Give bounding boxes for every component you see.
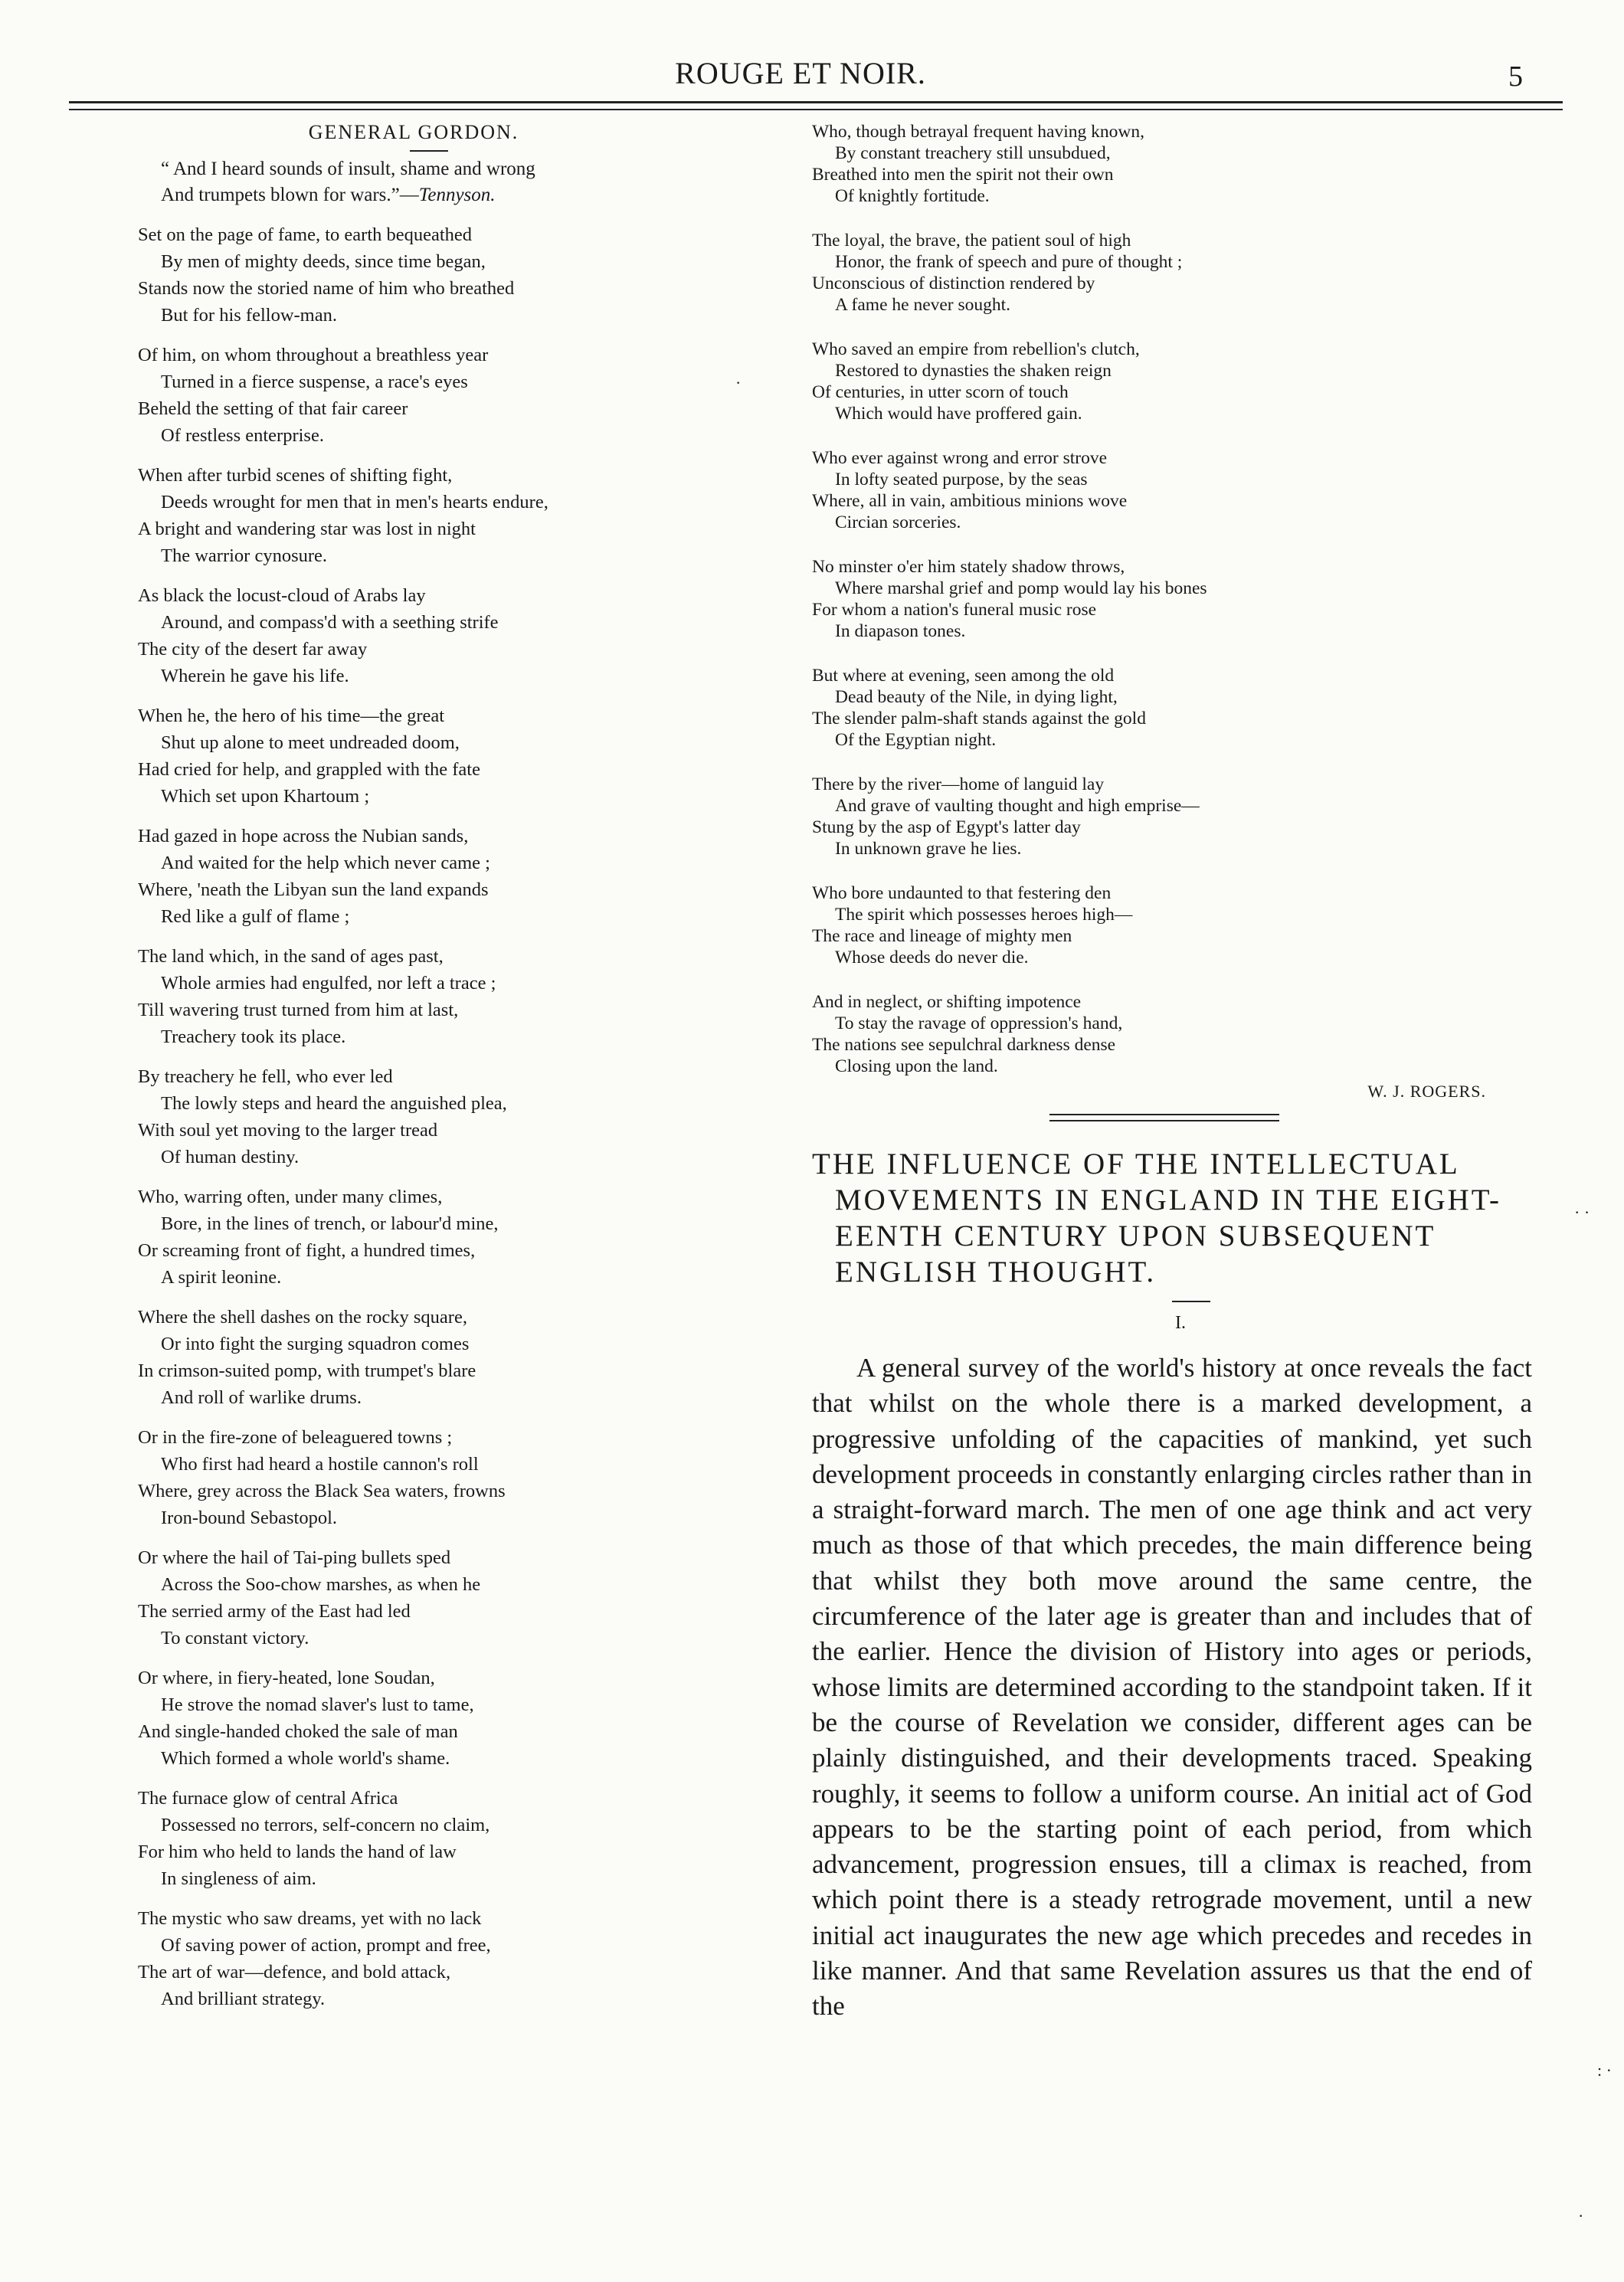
verse-line: Who first had heard a hostile cannon's roll: [161, 1454, 479, 1475]
left-column: [138, 121, 720, 2012]
verse-line: Bore, in the lines of trench, or labour'd mine,: [161, 1213, 499, 1234]
verse-line: Or where the hail of Tai-ping bullets sped: [138, 1547, 451, 1568]
verse-line: Deeds wrought for men that in men's hearts endure,: [161, 492, 548, 512]
header-rule-top: [69, 101, 1563, 103]
essay-title-line: EENTH CENTURY UPON SUBSEQUENT: [835, 1220, 1436, 1252]
verse-line: Iron-bound Sebastopol.: [161, 1508, 337, 1528]
verse-line: The furnace glow of central Africa: [138, 1788, 398, 1809]
verse-line: Stung by the asp of Egypt's latter day: [812, 817, 1081, 837]
verse-line: The race and lineage of mighty men: [812, 926, 1072, 946]
verse-line: Wherein he gave his life.: [161, 666, 349, 686]
stanza: [812, 991, 1532, 1077]
verse-line: And waited for the help which never came ;: [161, 853, 490, 873]
stanza: [812, 230, 1532, 316]
verse-line: The spirit which possesses heroes high—: [835, 905, 1133, 925]
page-header: [69, 55, 1532, 101]
verse-line: Or where, in fiery-heated, lone Soudan,: [138, 1668, 435, 1688]
verse-line: Red like a gulf of flame ;: [161, 906, 350, 927]
verse-line: Shut up alone to meet undreaded doom,: [161, 732, 460, 753]
part-rule: [1172, 1301, 1210, 1302]
stanza: [812, 774, 1532, 859]
verse-line: Where marshal grief and pomp would lay his bones: [835, 578, 1207, 598]
stanza: [138, 702, 720, 810]
verse-line: Of centuries, in utter scorn of touch: [812, 382, 1069, 402]
verse-line: In diapason tones.: [835, 621, 966, 641]
verse-line: The serried army of the East had led: [138, 1601, 411, 1622]
verse-line: Where, 'neath the Libyan sun the land expands: [138, 879, 489, 900]
verse-line: Who saved an empire from rebellion's clutch,: [812, 339, 1140, 359]
verse-line: Who ever against wrong and error strove: [812, 448, 1107, 468]
verse-line: Of restless enterprise.: [161, 425, 324, 446]
right-stanzas: [812, 121, 1532, 1077]
verse-line: By men of mighty deeds, since time began,: [161, 251, 486, 272]
stanza: [138, 1063, 720, 1170]
essay-title: [812, 1146, 1532, 1290]
verse-line: Who, though betrayal frequent having known,: [812, 122, 1144, 142]
verse-line: Or in the fire-zone of beleaguered towns ;: [138, 1427, 453, 1448]
stanza: [138, 1905, 720, 2012]
verse-line: A fame he never sought.: [835, 295, 1011, 315]
right-column: [812, 121, 1532, 2025]
verse-line: Unconscious of distinction rendered by: [812, 273, 1095, 293]
verse-line: In crimson-suited pomp, with trumpet's blare: [138, 1360, 476, 1381]
verse-line: Restored to dynasties the shaken reign: [835, 361, 1112, 381]
verse-line: And single-handed choked the sale of man: [138, 1721, 458, 1742]
verse-line: Treachery took its place.: [161, 1026, 346, 1047]
verse-line: For him who held to lands the hand of law: [138, 1842, 457, 1862]
epigraph-line: And trumpets blown for wars.”—Tennyson.: [161, 185, 496, 205]
verse-line: Or screaming front of fight, a hundred times,: [138, 1240, 476, 1261]
verse-line: Circian sorceries.: [835, 512, 961, 532]
verse-line: By constant treachery still unsubdued,: [835, 143, 1111, 163]
stanza: [138, 1424, 720, 1531]
poem-author: W. J. ROGERS.: [1367, 1082, 1486, 1101]
verse-line: Of him, on whom throughout a breathless year: [138, 345, 489, 365]
verse-line: Or into fight the surging squadron comes: [161, 1334, 470, 1354]
journal-title: ROUGE ET NOIR.: [675, 56, 926, 90]
page-number: 5: [1508, 61, 1523, 93]
essay-title-line: MOVEMENTS IN ENGLAND IN THE EIGHT-: [835, 1184, 1502, 1216]
stanza: [138, 342, 720, 449]
verse-line: Where, grey across the Black Sea waters, frowns: [138, 1481, 506, 1501]
stanza: [138, 943, 720, 1050]
verse-line: With soul yet moving to the larger tread: [138, 1120, 438, 1141]
title-rule: [410, 150, 448, 152]
verse-line: By treachery he fell, who ever led: [138, 1066, 393, 1087]
verse-line: Dead beauty of the Nile, in dying light,: [835, 687, 1118, 707]
verse-line: The city of the desert far away: [138, 639, 368, 660]
verse-line: Which formed a whole world's shame.: [161, 1748, 450, 1769]
stanza: [138, 1665, 720, 1772]
verse-line: And grave of vaulting thought and high emprise—: [835, 796, 1200, 816]
verse-line: Around, and compass'd with a seething strife: [161, 612, 499, 633]
verse-line: A spirit leonine.: [161, 1267, 282, 1288]
verse-line: The mystic who saw dreams, yet with no lack: [138, 1908, 482, 1929]
verse-line: For whom a nation's funeral music rose: [812, 600, 1097, 620]
verse-line: Who, warring often, under many climes,: [138, 1187, 443, 1207]
verse-line: Of human destiny.: [161, 1147, 300, 1167]
verse-line: Had cried for help, and grappled with the fate: [138, 759, 480, 780]
verse-line: He strove the nomad slaver's lust to tame,: [161, 1694, 474, 1715]
verse-line: Which would have proffered gain.: [835, 404, 1082, 424]
stanza: [138, 462, 720, 569]
verse-line: Of the Egyptian night.: [835, 730, 997, 750]
verse-line: Set on the page of fame, to earth bequeathed: [138, 224, 473, 245]
verse-line: The loyal, the brave, the patient soul of high: [812, 231, 1131, 250]
verse-line: To stay the ravage of oppression's hand,: [835, 1013, 1123, 1033]
essay-paragraph: A general survey of the world's history at once reveals the fact that whilst on the whole there is a marked development, a progressive unfolding of the capacities of mankind, yet such development proceeds in constantly enlarging circles rather than in a straight-forward march. The men of one age think and act very much as those of that which precedes, the main difference being that whilst they both move around the same centre, the circumference of the later age is greater than and includes that of the earlier. Hence the division of History into ages or periods, whose limits are determined according to the standpoint taken. If it be the course of Revelation we consider, different ages can be plainly distinguished, and their developments traced. Speaking roughly, it seems to follow a uniform course. An initial act of God appears to be the starting point of each period, from which advancement, progression ensues, till a climax is reached, from which point there is a steady retrograde movement, until a new initial act inaugurates the new age which precedes and recedes in like manner. And that same Revelation assures us that the end of the: [812, 1353, 1532, 2022]
stanza: [138, 221, 720, 329]
verse-line: Who bore undaunted to that festering den: [812, 883, 1112, 903]
verse-line: Breathed into men the spirit not their own: [812, 165, 1114, 185]
verse-line: Possessed no terrors, self-concern no claim,: [161, 1815, 490, 1835]
verse-line: Closing upon the land.: [835, 1056, 998, 1076]
essay-title-line: THE INFLUENCE OF THE INTELLECTUAL: [812, 1148, 1460, 1180]
verse-line: In singleness of aim.: [161, 1868, 316, 1889]
verse-line: In unknown grave he lies.: [835, 839, 1022, 859]
verse-line: The art of war—defence, and bold attack,: [138, 1962, 451, 1982]
verse-line: When he, the hero of his time—the great: [138, 706, 445, 726]
verse-line: In lofty seated purpose, by the seas: [835, 470, 1088, 489]
essay-title-line: ENGLISH THOUGHT.: [835, 1256, 1157, 1288]
verse-line: The lowly steps and heard the anguished plea,: [161, 1093, 507, 1114]
verse-line: Had gazed in hope across the Nubian sands,: [138, 826, 469, 846]
stanza: [138, 1304, 720, 1411]
verse-line: And brilliant strategy.: [161, 1989, 326, 2009]
verse-line: Where the shell dashes on the rocky square,: [138, 1307, 467, 1328]
stanza: [138, 823, 720, 930]
header-rule-bottom: [69, 109, 1563, 110]
verse-line: Beheld the setting of that fair career: [138, 398, 408, 419]
verse-line: The warrior cynosure.: [161, 545, 328, 566]
stanza: [138, 1544, 720, 1652]
epigraph-line: “ And I heard sounds of insult, shame and wrong: [161, 159, 535, 179]
speck: ·: [1578, 2206, 1584, 2225]
verse-line: Whole armies had engulfed, nor left a trace ;: [161, 973, 496, 994]
verse-line: Honor, the frank of speech and pure of thought ;: [835, 252, 1183, 272]
poem-title: GENERAL GORDON.: [308, 121, 519, 143]
verse-line: Of knightly fortitude.: [835, 186, 990, 206]
epigraph: [161, 156, 720, 208]
verse-line: But for his fellow-man.: [161, 305, 337, 326]
verse-line: But where at evening, seen among the old: [812, 666, 1115, 686]
section-divider: [1049, 1114, 1279, 1115]
verse-line: The land which, in the sand of ages past,: [138, 946, 444, 967]
stanza: [812, 882, 1532, 968]
verse-line: Turned in a fierce suspense, a race's eyes: [161, 372, 468, 392]
verse-line: No minster o'er him stately shadow throws,: [812, 557, 1125, 577]
stanza: [812, 121, 1532, 207]
verse-line: When after turbid scenes of shifting fight,: [138, 465, 453, 486]
verse-line: To constant victory.: [161, 1628, 309, 1648]
verse-line: Stands now the storied name of him who breathed: [138, 278, 515, 299]
speck: ·: [735, 373, 742, 392]
verse-line: There by the river—home of languid lay: [812, 774, 1105, 794]
verse-line: Till wavering trust turned from him at last,: [138, 1000, 459, 1020]
epigraph-attribution: Tennyson.: [418, 185, 496, 205]
verse-line: Where, all in vain, ambitious minions wove: [812, 491, 1128, 511]
part-number: I.: [1175, 1313, 1186, 1333]
verse-line: Of saving power of action, prompt and free,: [161, 1935, 491, 1956]
verse-line: The slender palm-shaft stands against the gold: [812, 709, 1146, 728]
stanza: [138, 582, 720, 689]
verse-line: Which set upon Khartoum ;: [161, 786, 370, 807]
stanza: [812, 447, 1532, 533]
stanza: [812, 339, 1532, 424]
stanza: [138, 1184, 720, 1291]
stanza: [812, 556, 1532, 642]
verse-line: Across the Soo-chow marshes, as when he: [161, 1574, 481, 1595]
speck: : ·: [1597, 2061, 1612, 2080]
verse-line: As black the locust-cloud of Arabs lay: [138, 585, 426, 606]
left-stanzas: [138, 221, 720, 2012]
stanza: [138, 1785, 720, 1892]
verse-line: And in neglect, or shifting impotence: [812, 992, 1082, 1012]
section-divider: [1049, 1120, 1279, 1121]
speck: · ·: [1574, 1203, 1590, 1222]
verse-line: The nations see sepulchral darkness dense: [812, 1035, 1116, 1055]
stanza: [812, 665, 1532, 751]
verse-line: Whose deeds do never die.: [835, 948, 1029, 967]
verse-line: A bright and wandering star was lost in night: [138, 519, 476, 539]
verse-line: And roll of warlike drums.: [161, 1387, 362, 1408]
